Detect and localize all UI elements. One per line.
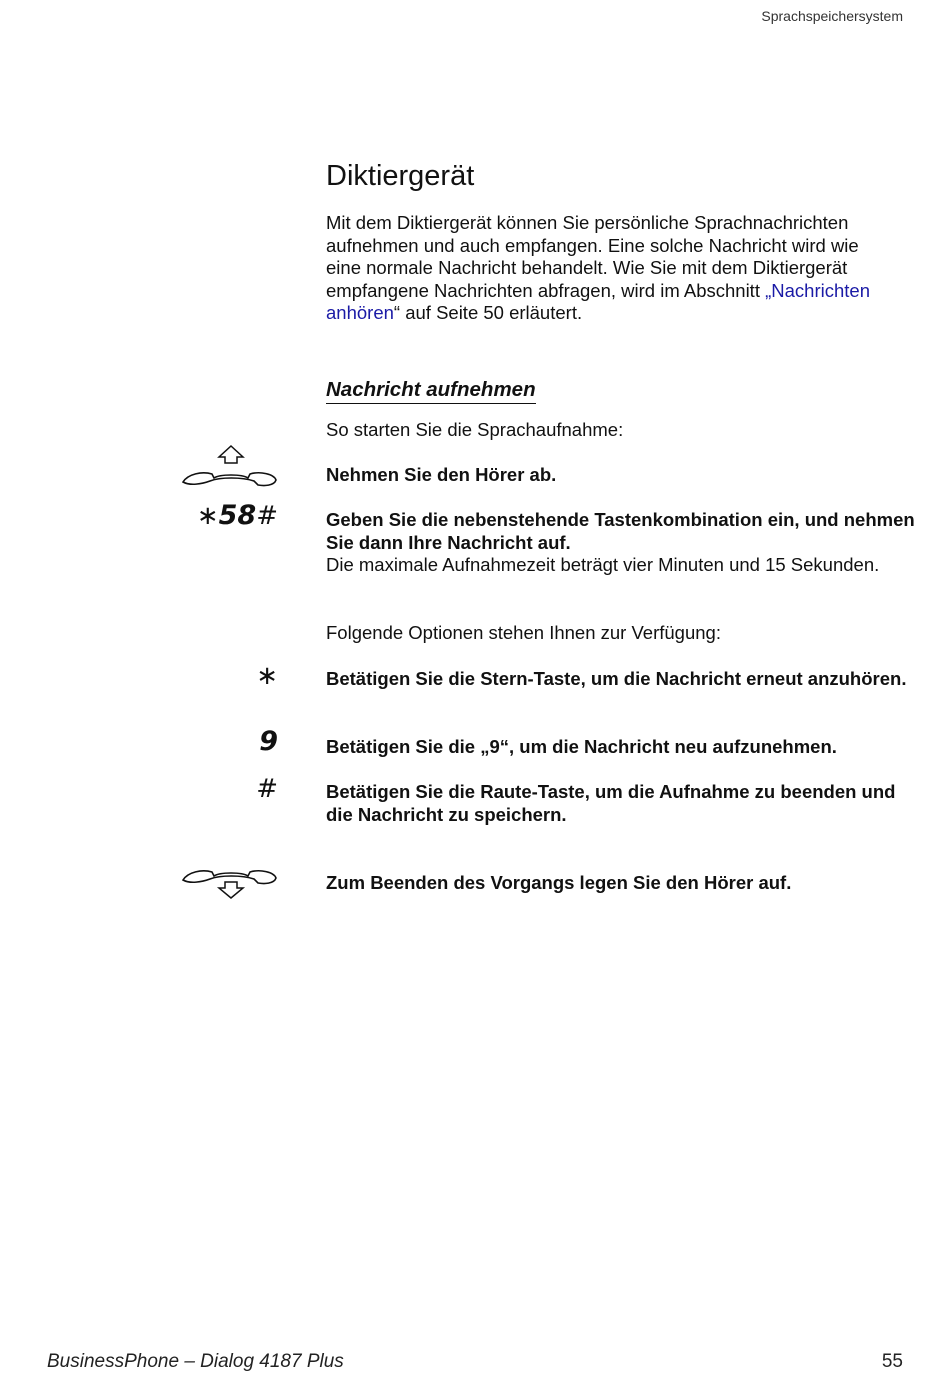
hangup-instruction: Zum Beenden des Vorgangs legen Sie den Hörer auf. [326,872,792,893]
option-star-text: Betätigen Sie die Stern-Taste, um die Nachricht erneut anzuhören. [326,668,907,689]
code-instruction-bold: Geben Sie die nebenstehende Tastenkombination ein, und nehmen Sie dann Ihre Nachricht auf. [326,509,915,553]
intro-line: Mit dem Diktiergerät können Sie persönliche Sprachnachrichten [326,212,849,233]
intro-line: “ auf Seite 50 erläutert. [393,302,583,323]
intro-paragraph [326,212,916,325]
nine-key-icon [220,726,278,757]
hash-key-icon [220,773,278,804]
lift-handset-instruction: Nehmen Sie den Hörer ab. [326,464,557,485]
footer-product-name: BusinessPhone – Dialog 4187 Plus [47,1351,344,1372]
star-key-icon: ∗ [196,501,219,531]
footer-page-number: 55 [881,1351,903,1372]
handset-lift-icon [180,444,280,488]
code-instruction-note: Die maximale Aufnahmezeit beträgt vier Minuten und 15 Sekunden. [326,554,880,575]
section-link-cont[interactable]: anhören [326,302,394,323]
hash-key: # [256,774,278,804]
header-section-title: Sprachspeichersystem [761,8,903,24]
handset-hangup-icon [180,858,280,902]
page-title: Diktiergerät [326,160,475,192]
section-subtitle: Nachricht aufnehmen [326,378,536,404]
digits-key: 58 [218,500,257,531]
key-code-58 [170,500,278,531]
intro-line: eine normale Nachricht behandelt. Wie Sie mit dem Diktiergerät [326,257,848,278]
code-instruction [326,509,916,577]
star-key: ∗ [256,661,278,691]
section-link[interactable]: „Nachrichten [765,279,870,301]
nine-key: 9 [259,726,278,757]
hash-key-icon: # [256,501,278,531]
option-nine-text: Betätigen Sie die „9“, um die Nachricht neu aufzunehmen. [326,736,837,757]
options-intro: Folgende Optionen stehen Ihnen zur Verfügung: [326,622,721,643]
option-hash-text: Betätigen Sie die Raute-Taste, um die Aufnahme zu beenden und die Nachricht zu speichern. [326,781,896,825]
intro-line: aufnehmen und auch empfangen. Eine solche Nachricht wird wie [326,234,859,256]
star-key-icon [220,660,278,691]
intro-line: empfangene Nachrichten abfragen, wird im Abschnitt [326,279,766,301]
start-instruction: So starten Sie die Sprachaufnahme: [326,419,624,440]
